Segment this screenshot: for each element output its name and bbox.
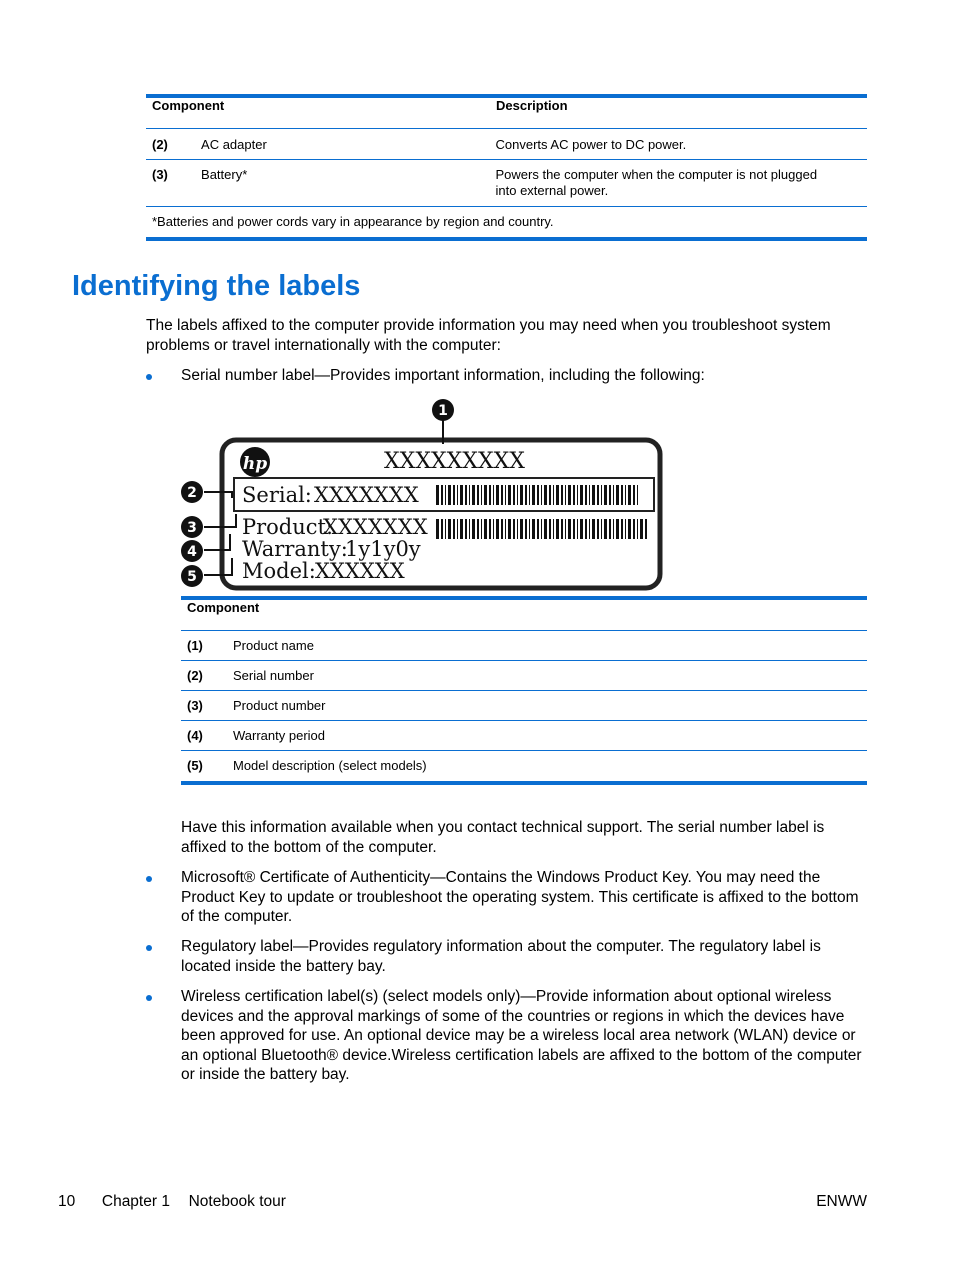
serial-label-illustration [178, 394, 668, 594]
after-table-paragraph: Have this information available when you contact technical support. The serial number label is affixed to the bottom of the computer. [181, 819, 825, 856]
table-row [181, 631, 867, 661]
callout-5-icon [181, 565, 203, 587]
table-row [181, 691, 867, 721]
row-number: (1) [181, 631, 233, 661]
section-title: Identifying the labels [72, 270, 361, 302]
label-serial-value: XXXXXXX [314, 483, 419, 507]
label-product-value: XXXXXXX [323, 515, 428, 539]
table-header-row [146, 96, 867, 129]
row-description: Converts AC power to DC power. [490, 129, 868, 160]
row-number: (2) [146, 129, 201, 160]
svg-text:2: 2 [187, 485, 197, 501]
table-row [181, 751, 867, 784]
page-number: 10 [58, 1193, 76, 1210]
bullet-icon [146, 876, 152, 882]
table-row [146, 129, 867, 160]
bullet-certificate: Microsoft® Certificate of Authenticity—Contains the Windows Product Key. You may need the Product Key to update or troubleshoot the operating system. This certificate is affixed to the bottom of the computer. [181, 869, 859, 925]
callout-1-icon [432, 399, 454, 421]
callout-2-icon [181, 481, 203, 503]
bullet-icon [146, 995, 152, 1001]
row-number: (3) [181, 691, 233, 721]
label-product-name: XXXXXXXXX [384, 449, 525, 474]
svg-text:3: 3 [187, 520, 197, 536]
svg-text:1: 1 [438, 403, 448, 419]
intro-paragraph: The labels affixed to the computer provide information you may need when you troubleshoot system problems or travel internationally with the computer: [146, 317, 831, 354]
column-header-component: Component [146, 96, 490, 129]
hp-logo-icon [240, 447, 270, 477]
column-header-component: Component [181, 598, 867, 631]
row-number: (2) [181, 661, 233, 691]
bullet-icon [146, 374, 152, 380]
row-description: Powers the computer when the computer is not plugged into external power. [490, 160, 868, 207]
label-model: Model: [242, 559, 316, 583]
table-row [181, 661, 867, 691]
callout-3-icon [181, 516, 203, 538]
bullet-wireless: Wireless certification label(s) (select models only)—Provide information about optional wireless devices and the approval markings of some of the countries or regions in which the devices have been approved for use. An optional device may be a wireless local area network (WLAN) device or an optional Bluetooth® device.Wireless certification labels are affixed to the bottom of the computer or inside the battery bay. [181, 988, 862, 1083]
label-warranty-value: 1y1y0y [345, 537, 421, 561]
component-table-power [146, 94, 867, 241]
bullet-serial-label: Serial number label—Provides important information, including the following: [181, 367, 705, 384]
callout-4-icon [181, 540, 203, 562]
svg-text:5: 5 [187, 569, 197, 585]
row-component: Serial number [233, 661, 867, 691]
table-row [146, 160, 867, 207]
table-header-row [181, 598, 867, 631]
label-product: Product: [242, 515, 334, 539]
row-component: Battery* [201, 160, 489, 207]
row-component: AC adapter [201, 129, 489, 160]
label-model-value: XXXXXX [315, 559, 405, 583]
page-footer-right: ENWW [816, 1193, 867, 1210]
row-component: Product name [233, 631, 867, 661]
row-number: (5) [187, 758, 203, 773]
row-component: Product number [233, 691, 867, 721]
row-number: (3) [146, 160, 201, 207]
bullet-regulatory: Regulatory label—Provides regulatory information about the computer. The regulatory label is located inside the battery bay. [181, 938, 821, 975]
bullet-icon [146, 945, 152, 951]
svg-text:hp: hp [242, 454, 268, 474]
label-serial: Serial: [242, 483, 312, 507]
column-header-description: Description [490, 96, 868, 129]
page-footer-left [58, 1193, 286, 1211]
table-footnote-row [146, 207, 867, 240]
chapter-label: Chapter 1 [101, 1193, 170, 1210]
row-component: Model description (select models) [233, 758, 427, 773]
table-row [181, 721, 867, 751]
svg-text:4: 4 [187, 544, 197, 560]
label-warranty: Warranty: [242, 537, 348, 561]
chapter-title: Notebook tour [188, 1193, 286, 1210]
component-table-labels [181, 596, 867, 785]
row-component: Warranty period [233, 721, 867, 751]
row-number: (4) [181, 721, 233, 751]
table-footnote: *Batteries and power cords vary in appearance by region and country. [152, 214, 554, 229]
